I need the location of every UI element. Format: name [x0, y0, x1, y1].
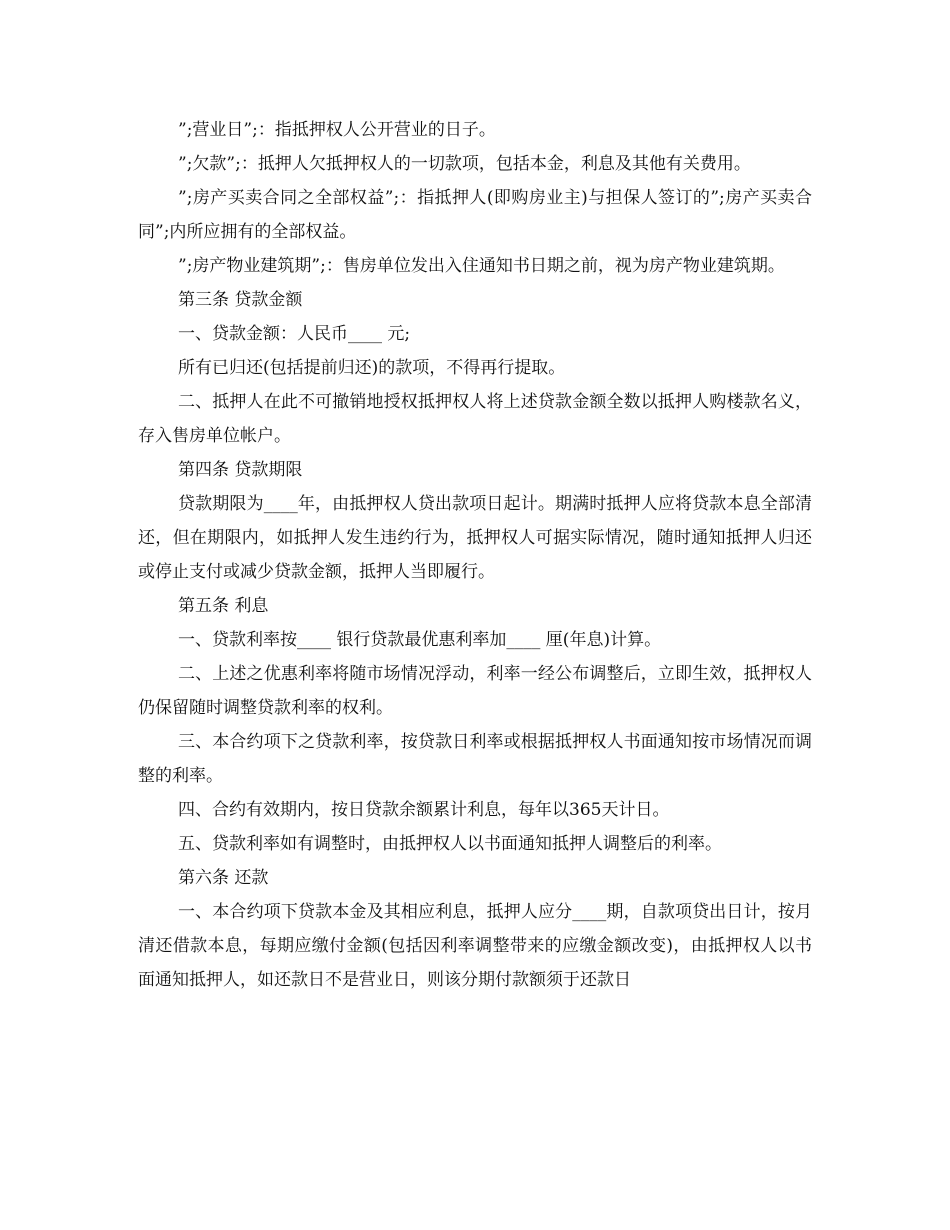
paragraph-business-day: ”;营业日”;：指抵押权人公开营业的日子。 — [178, 120, 496, 140]
paragraph-repaid-no-redraw: 所有已归还(包括提前归还)的款项，不得再行提取。 — [178, 358, 566, 378]
paragraph-repayment-schedule: 一、本合约项下贷款本金及其相应利息，抵押人应分____期，自款项贷出日计，按月清还借款本息，每期应缴付金额(包括因利率调整带来的应缴金额改变)，由抵押权人以书面通知抵押人，如还款日不是营业日，则该分期付款额须于还款日 — [138, 902, 812, 990]
paragraph-rate-floating: 二、上述之优惠利率将随市场情况浮动，利率一经公布调整后，立即生效，抵押权人仍保留随时调整贷款利率的权利。 — [138, 664, 812, 718]
paragraph-interest-rate: 一、贷款利率按____ 银行贷款最优惠利率加____ 厘(年息)计算。 — [178, 630, 662, 650]
paragraph-property-contract-rights: ”;房产买卖合同之全部权益”;：指抵押人(即购房业主)与担保人签订的”;房产买卖合同”;内所应拥有的全部权益。 — [138, 188, 812, 242]
section-heading-repayment: 第六条 还款 — [178, 868, 269, 888]
paragraph-debt-definition: ”;欠款”;：抵押人欠抵押权人的一切款项，包括本金，利息及其他有关费用。 — [178, 154, 751, 174]
section-heading-interest: 第五条 利息 — [178, 596, 269, 616]
paragraph-contract-rate: 三、本合约项下之贷款利率，按贷款日利率或根据抵押权人书面通知按市场情况而调整的利率。 — [138, 732, 812, 786]
paragraph-daily-interest: 四、合约有效期内，按日贷款余额累计利息，每年以365天计日。 — [178, 800, 670, 820]
section-heading-loan-amount: 第三条 贷款金额 — [178, 290, 303, 310]
paragraph-deposit-authorization: 二、抵押人在此不可撤销地授权抵押权人将上述贷款金额全数以抵押人购楼款名义，存入售房单位帐户。 — [138, 392, 812, 446]
paragraph-loan-amount: 一、贷款金额：人民币____ 元; — [178, 324, 411, 344]
paragraph-loan-term: 贷款期限为____年，由抵押权人贷出款项日起计。期满时抵押人应将贷款本息全部清还，但在期限内，如抵押人发生违约行为，抵押权人可据实际情况，随时通知抵押人归还或停止支付或减少贷款金额，抵押人当即履行。 — [138, 494, 812, 582]
document-page — [138, 113, 812, 997]
paragraph-construction-period: ”;房产物业建筑期”;：售房单位发出入住通知书日期之前，视为房产物业建筑期。 — [178, 256, 785, 276]
section-heading-loan-term: 第四条 贷款期限 — [178, 460, 303, 480]
paragraph-rate-adjustment-notice: 五、贷款利率如有调整时，由抵押权人以书面通知抵押人调整后的利率。 — [178, 834, 722, 854]
